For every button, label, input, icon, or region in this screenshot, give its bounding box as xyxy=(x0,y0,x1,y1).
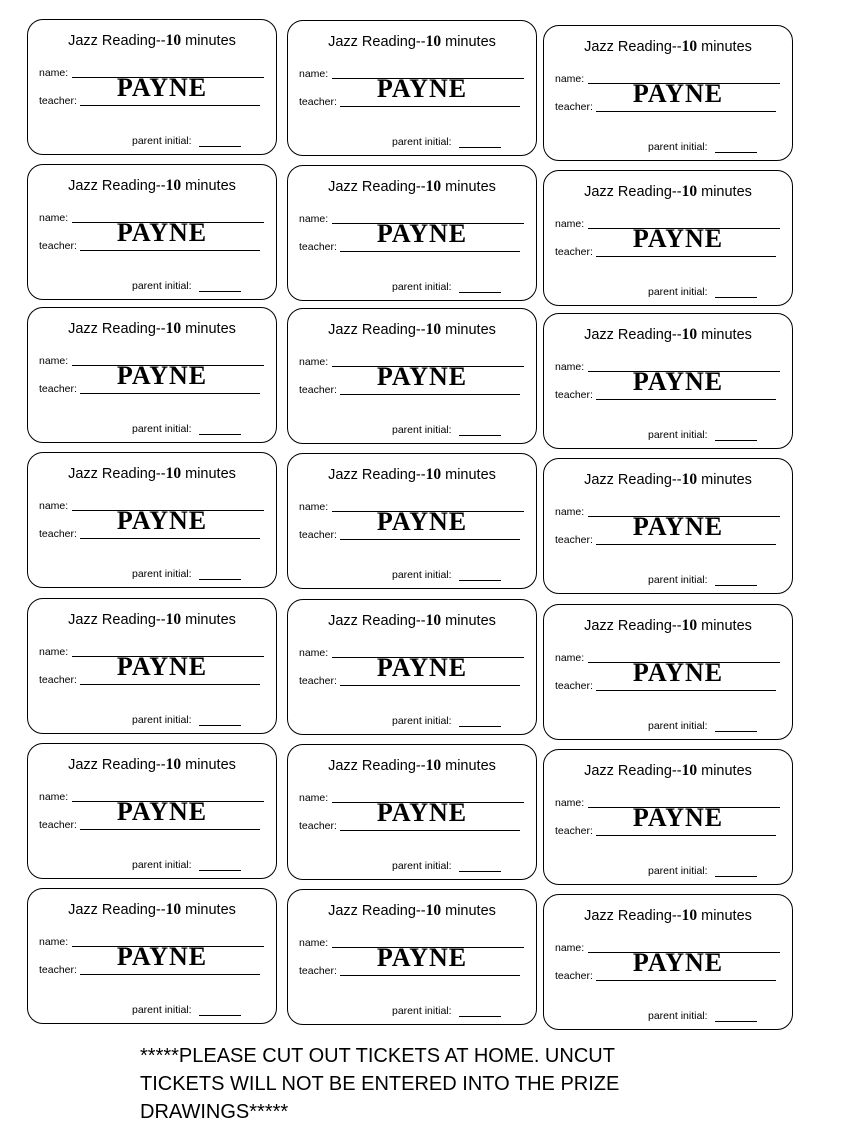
instruction-line-2: TICKETS WILL NOT BE ENTERED INTO THE PRIZE xyxy=(140,1073,620,1095)
parent-initial-label: parent initial: xyxy=(392,860,452,872)
ticket-title xyxy=(28,465,276,483)
reading-ticket xyxy=(543,749,793,885)
parent-initial-blank-line xyxy=(715,297,757,298)
teacher-blank-line xyxy=(340,685,520,686)
parent-initial-blank-line xyxy=(199,725,241,726)
teacher-name-stamp: PAYNE xyxy=(116,797,208,826)
name-label: name: xyxy=(39,646,69,658)
ticket-title xyxy=(288,612,536,630)
teacher-label: teacher: xyxy=(39,240,77,252)
reading-ticket xyxy=(287,744,537,880)
teacher-blank-line xyxy=(596,980,776,981)
teacher-label: teacher: xyxy=(39,95,77,107)
parent-initial-blank-line xyxy=(715,1021,757,1022)
ticket-title-prefix: Jazz Reading-- xyxy=(68,178,166,194)
parent-initial-label: parent initial: xyxy=(392,424,452,436)
ticket-title xyxy=(544,183,792,201)
reading-ticket xyxy=(543,604,793,740)
parent-initial-label: parent initial: xyxy=(392,569,452,581)
teacher-label: teacher: xyxy=(39,819,77,831)
name-label: name: xyxy=(39,67,69,79)
ticket-title-minutes: 10 xyxy=(165,756,182,773)
teacher-name-stamp: PAYNE xyxy=(632,367,724,396)
ticket-title-minutes: 10 xyxy=(681,38,698,55)
parent-initial-label: parent initial: xyxy=(392,281,452,293)
parent-initial-blank-line xyxy=(459,580,501,581)
reading-ticket xyxy=(287,308,537,444)
ticket-title-minutes: 10 xyxy=(165,32,182,49)
parent-initial-label: parent initial: xyxy=(648,141,708,153)
parent-initial-blank-line xyxy=(715,876,757,877)
teacher-label: teacher: xyxy=(299,965,337,977)
ticket-title-minutes: 10 xyxy=(681,326,698,343)
parent-initial-label: parent initial: xyxy=(648,720,708,732)
ticket-title-minutes: 10 xyxy=(425,902,442,919)
parent-initial-blank-line xyxy=(199,146,241,147)
reading-ticket xyxy=(543,458,793,594)
teacher-name-stamp: PAYNE xyxy=(116,73,208,102)
ticket-title-prefix: Jazz Reading-- xyxy=(328,467,426,483)
ticket-title-suffix: minutes xyxy=(181,466,236,482)
teacher-blank-line xyxy=(340,394,520,395)
teacher-label: teacher: xyxy=(299,529,337,541)
parent-initial-blank-line xyxy=(199,434,241,435)
name-label: name: xyxy=(555,797,585,809)
teacher-label: teacher: xyxy=(555,970,593,982)
teacher-name-stamp: PAYNE xyxy=(376,362,468,391)
parent-initial-blank-line xyxy=(715,731,757,732)
teacher-name-stamp: PAYNE xyxy=(116,942,208,971)
ticket-title-prefix: Jazz Reading-- xyxy=(68,612,166,628)
parent-initial-label: parent initial: xyxy=(132,135,192,147)
ticket-title-prefix: Jazz Reading-- xyxy=(584,472,682,488)
ticket-title-prefix: Jazz Reading-- xyxy=(328,758,426,774)
parent-initial-blank-line xyxy=(459,1016,501,1017)
ticket-title xyxy=(288,757,536,775)
teacher-name-stamp: PAYNE xyxy=(376,653,468,682)
name-label: name: xyxy=(555,218,585,230)
reading-ticket xyxy=(27,164,277,300)
teacher-label: teacher: xyxy=(555,825,593,837)
teacher-name-stamp: PAYNE xyxy=(632,803,724,832)
parent-initial-label: parent initial: xyxy=(648,286,708,298)
ticket-title xyxy=(288,33,536,51)
teacher-label: teacher: xyxy=(299,384,337,396)
reading-ticket xyxy=(287,165,537,301)
ticket-title xyxy=(28,756,276,774)
ticket-title-minutes: 10 xyxy=(425,466,442,483)
teacher-label: teacher: xyxy=(299,675,337,687)
ticket-title-suffix: minutes xyxy=(441,322,496,338)
teacher-name-stamp: PAYNE xyxy=(376,798,468,827)
reading-ticket xyxy=(287,599,537,735)
ticket-title-suffix: minutes xyxy=(697,327,752,343)
parent-initial-blank-line xyxy=(459,726,501,727)
teacher-blank-line xyxy=(340,539,520,540)
ticket-title xyxy=(288,902,536,920)
ticket-title xyxy=(28,177,276,195)
ticket-title-prefix: Jazz Reading-- xyxy=(328,903,426,919)
ticket-title-suffix: minutes xyxy=(697,184,752,200)
name-label: name: xyxy=(39,355,69,367)
ticket-title-prefix: Jazz Reading-- xyxy=(68,33,166,49)
teacher-name-stamp: PAYNE xyxy=(632,224,724,253)
ticket-title xyxy=(28,32,276,50)
teacher-name-stamp: PAYNE xyxy=(632,948,724,977)
reading-ticket xyxy=(543,894,793,1030)
parent-initial-blank-line xyxy=(715,440,757,441)
ticket-title xyxy=(544,38,792,56)
name-label: name: xyxy=(555,652,585,664)
ticket-title xyxy=(28,611,276,629)
teacher-label: teacher: xyxy=(39,964,77,976)
name-label: name: xyxy=(299,68,329,80)
ticket-title-minutes: 10 xyxy=(681,762,698,779)
teacher-label: teacher: xyxy=(39,528,77,540)
teacher-blank-line xyxy=(80,538,260,539)
ticket-title-suffix: minutes xyxy=(181,902,236,918)
name-label: name: xyxy=(39,936,69,948)
ticket-title xyxy=(28,901,276,919)
teacher-name-stamp: PAYNE xyxy=(632,79,724,108)
teacher-name-stamp: PAYNE xyxy=(632,512,724,541)
teacher-label: teacher: xyxy=(555,680,593,692)
teacher-name-stamp: PAYNE xyxy=(116,361,208,390)
teacher-blank-line xyxy=(340,251,520,252)
teacher-label: teacher: xyxy=(39,383,77,395)
ticket-title-minutes: 10 xyxy=(425,321,442,338)
teacher-blank-line xyxy=(80,105,260,106)
teacher-name-stamp: PAYNE xyxy=(116,218,208,247)
name-label: name: xyxy=(299,213,329,225)
ticket-title-minutes: 10 xyxy=(681,617,698,634)
teacher-name-stamp: PAYNE xyxy=(376,507,468,536)
ticket-title-suffix: minutes xyxy=(697,39,752,55)
ticket-title xyxy=(288,466,536,484)
instruction-line-1: *****PLEASE CUT OUT TICKETS AT HOME. UNCUT xyxy=(140,1045,615,1067)
teacher-blank-line xyxy=(596,256,776,257)
ticket-title xyxy=(544,617,792,635)
ticket-title-suffix: minutes xyxy=(441,758,496,774)
name-label: name: xyxy=(39,791,69,803)
name-label: name: xyxy=(299,792,329,804)
ticket-title-suffix: minutes xyxy=(181,757,236,773)
ticket-title-prefix: Jazz Reading-- xyxy=(68,321,166,337)
parent-initial-label: parent initial: xyxy=(132,714,192,726)
ticket-title-suffix: minutes xyxy=(181,612,236,628)
teacher-name-stamp: PAYNE xyxy=(632,658,724,687)
ticket-title-suffix: minutes xyxy=(441,467,496,483)
ticket-title-suffix: minutes xyxy=(441,903,496,919)
parent-initial-blank-line xyxy=(459,871,501,872)
teacher-blank-line xyxy=(80,974,260,975)
teacher-blank-line xyxy=(596,544,776,545)
name-label: name: xyxy=(299,647,329,659)
teacher-name-stamp: PAYNE xyxy=(376,943,468,972)
parent-initial-label: parent initial: xyxy=(132,568,192,580)
ticket-title-minutes: 10 xyxy=(681,907,698,924)
ticket-title-suffix: minutes xyxy=(697,472,752,488)
parent-initial-label: parent initial: xyxy=(648,1010,708,1022)
ticket-title-prefix: Jazz Reading-- xyxy=(584,908,682,924)
ticket-title-prefix: Jazz Reading-- xyxy=(328,34,426,50)
reading-ticket xyxy=(27,452,277,588)
ticket-title xyxy=(28,320,276,338)
parent-initial-label: parent initial: xyxy=(392,715,452,727)
parent-initial-label: parent initial: xyxy=(392,1005,452,1017)
parent-initial-blank-line xyxy=(459,435,501,436)
ticket-title-prefix: Jazz Reading-- xyxy=(584,763,682,779)
ticket-title-prefix: Jazz Reading-- xyxy=(68,902,166,918)
teacher-name-stamp: PAYNE xyxy=(376,219,468,248)
teacher-name-stamp: PAYNE xyxy=(116,652,208,681)
name-label: name: xyxy=(299,356,329,368)
teacher-blank-line xyxy=(80,393,260,394)
name-label: name: xyxy=(555,942,585,954)
parent-initial-blank-line xyxy=(459,147,501,148)
parent-initial-blank-line xyxy=(715,585,757,586)
ticket-title-suffix: minutes xyxy=(697,908,752,924)
ticket-title xyxy=(288,178,536,196)
reading-ticket xyxy=(27,888,277,1024)
ticket-title-minutes: 10 xyxy=(165,465,182,482)
parent-initial-label: parent initial: xyxy=(392,136,452,148)
parent-initial-label: parent initial: xyxy=(132,1004,192,1016)
parent-initial-label: parent initial: xyxy=(648,865,708,877)
name-label: name: xyxy=(555,506,585,518)
name-label: name: xyxy=(299,937,329,949)
reading-ticket xyxy=(287,889,537,1025)
ticket-title-prefix: Jazz Reading-- xyxy=(68,757,166,773)
ticket-title-minutes: 10 xyxy=(425,178,442,195)
parent-initial-label: parent initial: xyxy=(648,574,708,586)
teacher-blank-line xyxy=(340,106,520,107)
parent-initial-label: parent initial: xyxy=(132,280,192,292)
reading-ticket xyxy=(27,19,277,155)
parent-initial-blank-line xyxy=(715,152,757,153)
ticket-grid xyxy=(27,19,797,1029)
ticket-title xyxy=(544,762,792,780)
teacher-blank-line xyxy=(340,975,520,976)
reading-ticket xyxy=(287,453,537,589)
parent-initial-blank-line xyxy=(199,291,241,292)
reading-ticket xyxy=(287,20,537,156)
reading-ticket xyxy=(543,170,793,306)
teacher-blank-line xyxy=(596,690,776,691)
ticket-title xyxy=(288,321,536,339)
cut-out-instructions xyxy=(110,1042,730,1126)
ticket-title-minutes: 10 xyxy=(681,183,698,200)
parent-initial-label: parent initial: xyxy=(132,859,192,871)
teacher-label: teacher: xyxy=(555,246,593,258)
ticket-title xyxy=(544,907,792,925)
reading-ticket xyxy=(543,25,793,161)
teacher-name-stamp: PAYNE xyxy=(116,506,208,535)
ticket-title-minutes: 10 xyxy=(165,901,182,918)
name-label: name: xyxy=(555,361,585,373)
ticket-title-prefix: Jazz Reading-- xyxy=(68,466,166,482)
ticket-title xyxy=(544,471,792,489)
parent-initial-blank-line xyxy=(199,870,241,871)
reading-ticket xyxy=(27,743,277,879)
teacher-blank-line xyxy=(80,829,260,830)
ticket-title-suffix: minutes xyxy=(441,34,496,50)
ticket-title-suffix: minutes xyxy=(181,321,236,337)
ticket-title-minutes: 10 xyxy=(425,33,442,50)
parent-initial-label: parent initial: xyxy=(648,429,708,441)
parent-initial-label: parent initial: xyxy=(132,423,192,435)
name-label: name: xyxy=(555,73,585,85)
ticket-title-prefix: Jazz Reading-- xyxy=(328,322,426,338)
teacher-blank-line xyxy=(340,830,520,831)
ticket-title-prefix: Jazz Reading-- xyxy=(584,184,682,200)
teacher-label: teacher: xyxy=(299,820,337,832)
teacher-label: teacher: xyxy=(555,389,593,401)
ticket-title-minutes: 10 xyxy=(681,471,698,488)
ticket-title-prefix: Jazz Reading-- xyxy=(584,327,682,343)
name-label: name: xyxy=(299,501,329,513)
ticket-title-minutes: 10 xyxy=(165,320,182,337)
teacher-label: teacher: xyxy=(39,674,77,686)
ticket-title-suffix: minutes xyxy=(181,33,236,49)
ticket-title-prefix: Jazz Reading-- xyxy=(584,618,682,634)
ticket-title-minutes: 10 xyxy=(165,177,182,194)
ticket-title-suffix: minutes xyxy=(441,613,496,629)
teacher-name-stamp: PAYNE xyxy=(376,74,468,103)
ticket-title-suffix: minutes xyxy=(441,179,496,195)
ticket-title-prefix: Jazz Reading-- xyxy=(328,613,426,629)
teacher-blank-line xyxy=(80,250,260,251)
teacher-label: teacher: xyxy=(299,241,337,253)
parent-initial-blank-line xyxy=(199,579,241,580)
reading-ticket xyxy=(543,313,793,449)
teacher-blank-line xyxy=(596,835,776,836)
ticket-title-prefix: Jazz Reading-- xyxy=(328,179,426,195)
ticket-title-suffix: minutes xyxy=(697,618,752,634)
teacher-label: teacher: xyxy=(555,101,593,113)
name-label: name: xyxy=(39,500,69,512)
instruction-line-3: DRAWINGS***** xyxy=(140,1101,289,1123)
teacher-blank-line xyxy=(596,399,776,400)
teacher-blank-line xyxy=(596,111,776,112)
ticket-title-minutes: 10 xyxy=(425,757,442,774)
ticket-title-minutes: 10 xyxy=(165,611,182,628)
ticket-title xyxy=(544,326,792,344)
teacher-label: teacher: xyxy=(299,96,337,108)
parent-initial-blank-line xyxy=(199,1015,241,1016)
teacher-blank-line xyxy=(80,684,260,685)
reading-ticket xyxy=(27,598,277,734)
parent-initial-blank-line xyxy=(459,292,501,293)
ticket-title-prefix: Jazz Reading-- xyxy=(584,39,682,55)
ticket-title-suffix: minutes xyxy=(181,178,236,194)
ticket-title-minutes: 10 xyxy=(425,612,442,629)
name-label: name: xyxy=(39,212,69,224)
teacher-label: teacher: xyxy=(555,534,593,546)
reading-ticket xyxy=(27,307,277,443)
ticket-title-suffix: minutes xyxy=(697,763,752,779)
